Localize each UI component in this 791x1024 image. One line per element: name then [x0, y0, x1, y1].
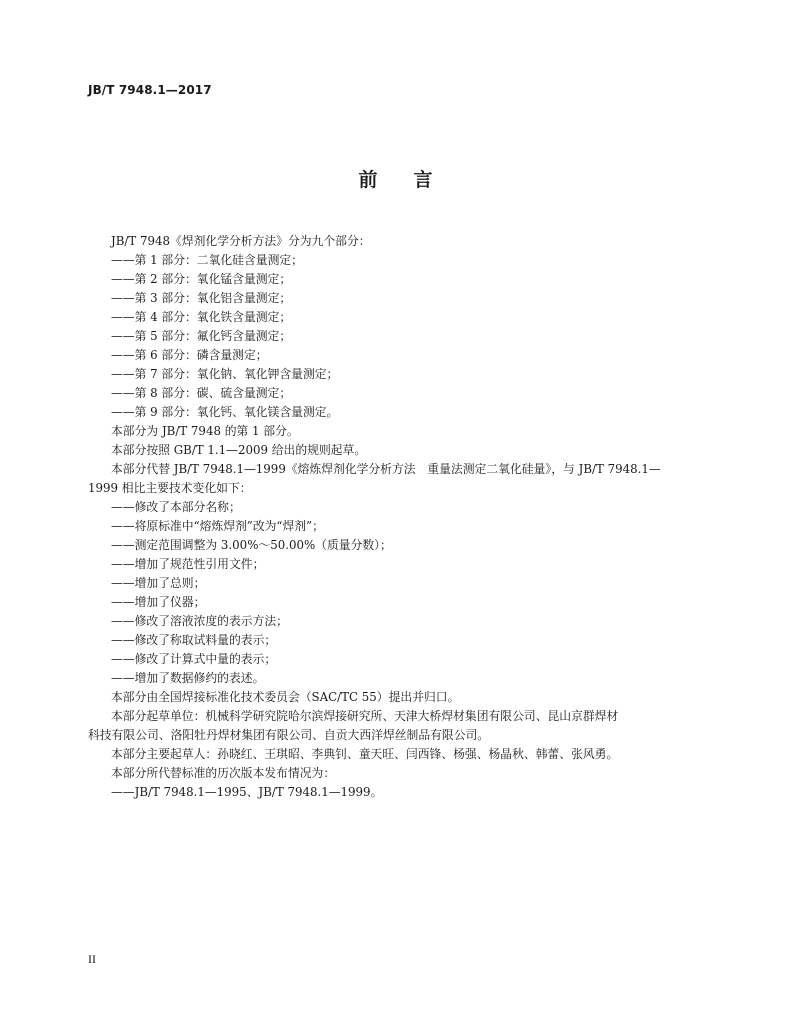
replacement-statement-line1: 本部分代替 JB/T 7948.1—1999《熔炼焊剂化学分析方法 重量法测定二氧化硅量》，与 JB/T 7948.1—: [111, 462, 661, 476]
change-list-item: ——增加了总则；: [111, 576, 206, 590]
part-list-item: ——第 7 部分：氧化钠、氧化钾含量测定；: [111, 367, 339, 381]
part-statement: 本部分为 JB/T 7948 的第 1 部分。: [111, 424, 299, 438]
part-list-item: ——第 1 部分：二氧化硅含量测定；: [111, 253, 303, 267]
drafting-units-line2: 科技有限公司、洛阳牡丹焊材集团有限公司、自贡大西洋焊丝制品有限公司。: [88, 728, 490, 742]
change-list-item: ——修改了称取试料量的表示；: [111, 633, 277, 647]
change-list-item: ——增加了数据修约的表述。: [111, 671, 265, 685]
part-list-item: ——第 5 部分：氟化钙含量测定；: [111, 329, 292, 343]
page-title: 前言: [358, 169, 469, 191]
part-list-item: ——第 9 部分：氧化钙、氧化镁含量测定。: [111, 405, 339, 419]
change-list-item: ——将原标准中“熔炼焊剂”改为“焊剂”；: [111, 519, 324, 533]
part-list-item: ——第 4 部分：氧化铁含量测定；: [111, 310, 292, 324]
part-list-item: ——第 2 部分：氧化锰含量测定；: [111, 272, 292, 286]
change-list-item: ——修改了溶液浓度的表示方法；: [111, 614, 288, 628]
history-title: 本部分所代替标准的历次版本发布情况为：: [111, 766, 336, 780]
proposed-by-statement: 本部分由全国焊接标准化技术委员会（SAC/TC 55）提出并归口。: [111, 690, 460, 704]
change-list-item: ——增加了仪器；: [111, 595, 206, 609]
part-list-item: ——第 3 部分：氧化铝含量测定；: [111, 291, 292, 305]
page-number: II: [88, 952, 96, 966]
change-list-item: ——修改了计算式中量的表示；: [111, 652, 277, 666]
drafting-rules-statement: 本部分按照 GB/T 1.1—2009 给出的规则起草。: [111, 443, 367, 457]
change-list-item: ——修改了本部分名称；: [111, 500, 241, 514]
change-list-item: ——增加了规范性引用文件；: [111, 557, 265, 571]
part-list-item: ——第 8 部分：碳、硫含量测定；: [111, 386, 292, 400]
intro-paragraph: JB/T 7948《焊剂化学分析方法》分为九个部分：: [111, 234, 371, 248]
history-versions: ——JB/T 7948.1—1995、JB/T 7948.1—1999。: [111, 785, 383, 799]
change-list-item: ——测定范围调整为 3.00%～50.00%（质量分数）；: [111, 538, 392, 552]
foreword-body: [88, 232, 688, 802]
standard-number-header: JB/T 7948.1—2017: [88, 83, 212, 97]
drafters-statement: 本部分主要起草人：孙晓红、王琪昭、李典钊、童天旺、闫西锋、杨强、杨晶秋、韩蕾、张风勇。: [111, 747, 619, 761]
replacement-statement-line2: 1999 相比主要技术变化如下：: [88, 481, 252, 495]
drafting-units-line1: 本部分起草单位：机械科学研究院哈尔滨焊接研究所、天津大桥焊材集团有限公司、昆山京群焊材: [111, 709, 619, 723]
part-list-item: ——第 6 部分：磷含量测定；: [111, 348, 268, 362]
